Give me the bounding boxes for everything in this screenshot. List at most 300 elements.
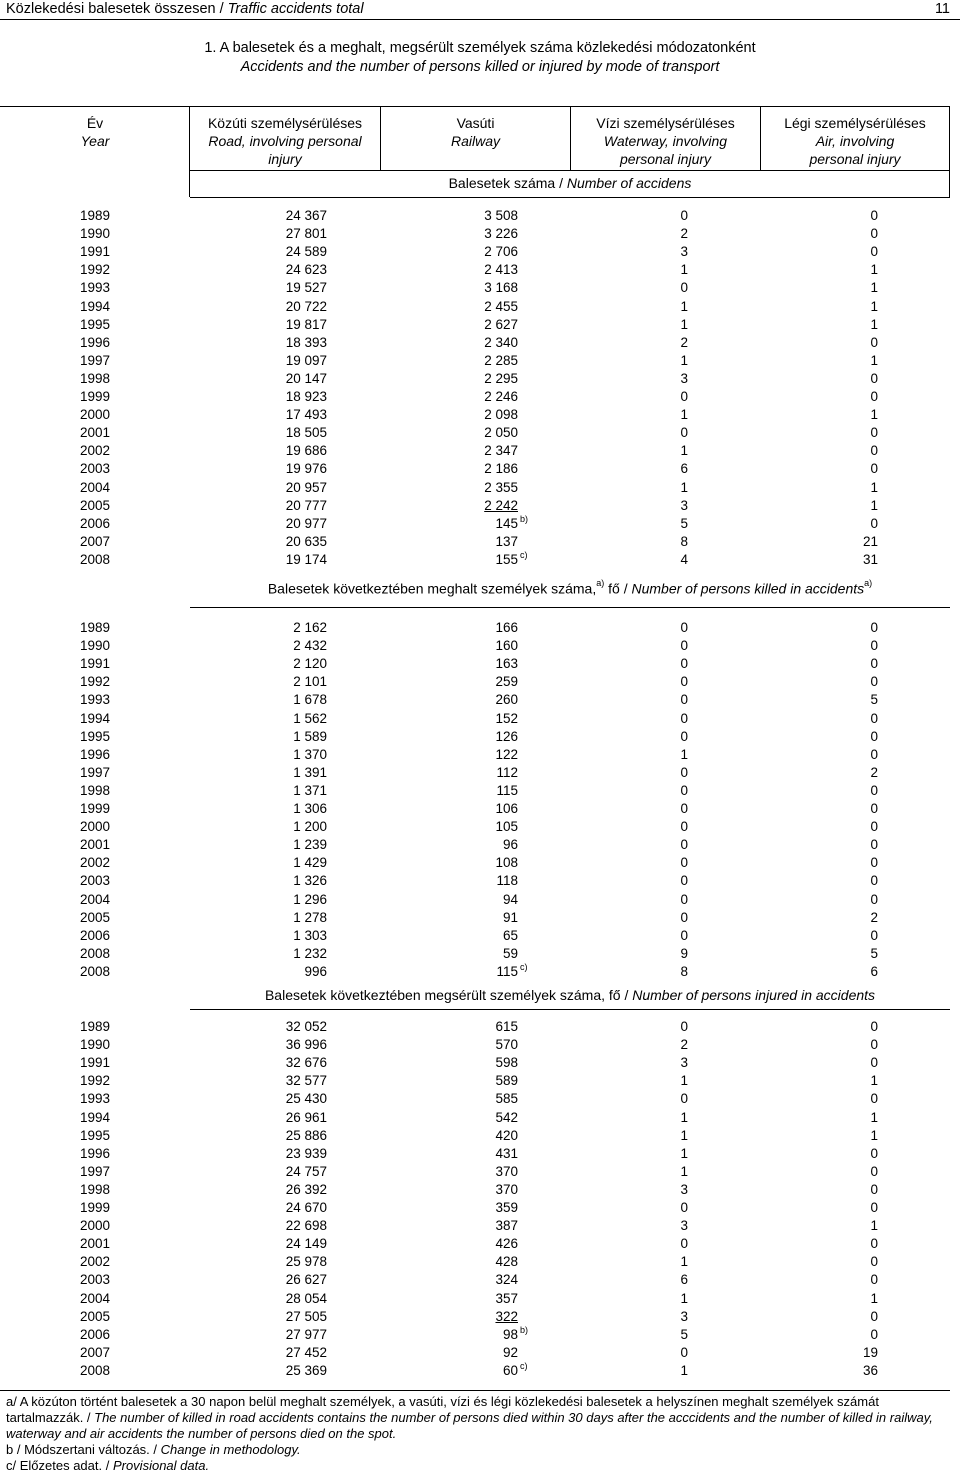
cell-rail	[484, 370, 518, 388]
cell-value: 152	[495, 710, 518, 726]
cell-value: 2 295	[484, 370, 518, 386]
cell-value: 0	[870, 891, 878, 907]
cell-road	[293, 945, 327, 963]
cell-value: 26 961	[285, 1109, 327, 1125]
cell-road	[286, 551, 327, 569]
cell-water	[680, 1018, 688, 1036]
cell-year	[80, 388, 110, 406]
cell-year	[80, 1181, 110, 1199]
cell-year	[80, 764, 110, 782]
cell-rail	[495, 818, 518, 836]
cell-rail	[495, 800, 518, 818]
footnote-c-hu: c/ Előzetes adat. /	[6, 1458, 113, 1473]
cell-value: 2 242	[484, 497, 518, 513]
cell-value: 2002	[80, 1254, 111, 1270]
cell-value: 2005	[80, 909, 111, 925]
cell-rail	[495, 549, 528, 569]
col-water-hu: Vízi személysérüléses	[596, 115, 735, 131]
cell-year	[80, 1344, 110, 1362]
table-row	[0, 1253, 960, 1271]
table-row	[0, 1127, 960, 1145]
cell-year	[80, 945, 110, 963]
cell-water	[680, 1072, 688, 1090]
cell-value: 25 978	[285, 1254, 327, 1270]
cell-year	[80, 460, 110, 478]
cell-water	[680, 1127, 688, 1145]
cell-value: 0	[870, 620, 878, 635]
cell-rail	[495, 1145, 518, 1163]
cell-year	[80, 424, 110, 442]
cell-rail	[484, 316, 518, 334]
cell-year	[80, 1163, 110, 1181]
cell-value: 1998	[80, 370, 111, 386]
cell-value: 5	[870, 945, 878, 961]
cell-road	[293, 836, 327, 854]
cell-water	[680, 1181, 688, 1199]
cell-value: 166	[495, 620, 518, 635]
cell-value: 1	[870, 1073, 878, 1089]
section0-title-hu: Balesetek száma /	[448, 175, 567, 191]
cell-year	[80, 1018, 110, 1036]
cell-year	[80, 1054, 110, 1072]
cell-water	[680, 1109, 688, 1127]
cell-value: 4	[680, 551, 688, 567]
cell-value: 1	[870, 1109, 878, 1125]
cell-value: 542	[495, 1109, 518, 1125]
table-row	[0, 945, 960, 963]
section-title-accidents	[190, 175, 950, 191]
cell-value: 1 429	[293, 855, 327, 871]
cell-value: 359	[495, 1200, 518, 1215]
table-row	[0, 1018, 960, 1036]
cell-value: 27 801	[285, 226, 327, 242]
cell-air	[870, 1199, 878, 1217]
cell-year	[80, 854, 110, 872]
cell-year	[80, 1145, 110, 1163]
cell-value: 0	[680, 1236, 688, 1252]
cell-rail	[503, 1344, 518, 1362]
cell-value: 1	[680, 1145, 688, 1161]
table-row	[0, 207, 960, 225]
cell-rail	[484, 334, 518, 352]
col-year-en: Year	[80, 133, 110, 149]
cell-value: 0	[680, 801, 688, 816]
cell-value: 370	[495, 1181, 518, 1197]
cell-value: 24 757	[285, 1163, 327, 1179]
cell-air	[870, 424, 878, 442]
col-air-en2: personal injury	[809, 151, 901, 167]
cell-value: 5	[680, 1326, 688, 1342]
cell-air	[863, 533, 878, 551]
cell-rail	[484, 479, 518, 497]
cell-value: 1	[680, 746, 688, 762]
page-header	[0, 0, 960, 20]
cell-value: 8	[680, 533, 688, 549]
cell-road	[293, 710, 327, 728]
cell-value: 0	[680, 873, 688, 889]
header-title	[6, 1, 364, 17]
cell-value: 24 367	[285, 208, 327, 223]
cell-value: 28 054	[285, 1290, 327, 1306]
cell-air	[870, 334, 878, 352]
col-header-water	[571, 114, 760, 168]
cell-value: 3	[680, 1181, 688, 1197]
cell-rail	[495, 1109, 518, 1127]
cell-rail	[484, 279, 518, 297]
cell-value: 1 306	[293, 801, 327, 816]
cell-road	[286, 1018, 327, 1036]
cell-year	[80, 637, 110, 655]
footnote-marker: b)	[520, 1324, 529, 1335]
cell-water	[680, 1199, 688, 1217]
cell-water	[680, 424, 688, 442]
cell-rail	[503, 909, 518, 927]
cell-value: 1989	[80, 1019, 111, 1034]
cell-value: 0	[870, 208, 878, 223]
cell-rail	[495, 691, 518, 709]
cell-value: 3 168	[484, 280, 518, 296]
cell-road	[286, 207, 327, 225]
cell-road	[286, 388, 327, 406]
cell-rail	[502, 1324, 529, 1344]
cell-value: 1 239	[293, 837, 327, 853]
cell-rail	[495, 1217, 518, 1235]
cell-value: 1995	[80, 728, 111, 744]
cell-value: 20 635	[285, 533, 327, 549]
cell-value: 0	[680, 891, 688, 907]
table-row	[0, 1271, 960, 1289]
cell-rail	[484, 460, 518, 478]
cell-water	[680, 710, 688, 728]
header-mid-rule	[190, 170, 950, 171]
header-title-en: Traffic accidents total	[227, 1, 364, 17]
col-header-rail	[381, 114, 570, 150]
cell-value: 32 577	[285, 1073, 327, 1089]
cell-water	[680, 764, 688, 782]
cell-water	[680, 800, 688, 818]
col-air-hu: Légi személysérüléses	[784, 115, 926, 131]
footnote-b	[6, 1442, 956, 1458]
table-row	[0, 909, 960, 927]
cell-water	[680, 442, 688, 460]
table-row	[0, 1344, 960, 1362]
cell-year	[80, 872, 110, 890]
footnote-b-en: Change in methodology.	[160, 1442, 301, 1457]
cell-value: 1999	[80, 801, 111, 816]
cell-rail	[495, 1181, 518, 1199]
footnote-rule	[0, 1390, 950, 1391]
cell-value: 1999	[80, 1200, 111, 1215]
cell-value: 0	[680, 837, 688, 853]
cell-road	[293, 655, 327, 673]
cell-air	[870, 963, 878, 981]
cell-value: 9	[680, 945, 688, 961]
cell-air	[870, 655, 878, 673]
cell-rail	[495, 637, 518, 655]
cell-value: 1991	[80, 244, 111, 260]
cell-value: 1	[680, 316, 688, 332]
cell-value: 22 698	[285, 1218, 327, 1234]
cell-rail	[502, 1360, 528, 1380]
cell-value: 0	[680, 208, 688, 223]
cell-value: 0	[870, 1037, 878, 1053]
cell-value: 0	[870, 1055, 878, 1071]
cell-value: 1999	[80, 389, 111, 404]
cell-value: 2000	[80, 407, 111, 423]
cell-air	[870, 352, 878, 370]
cell-value: 1997	[80, 764, 111, 780]
cell-water	[680, 298, 688, 316]
cell-value: 1 296	[293, 891, 327, 907]
cell-value: 1 589	[293, 728, 327, 744]
table-row	[0, 1072, 960, 1090]
cell-road	[293, 782, 327, 800]
cell-value: 6	[680, 461, 688, 477]
cell-air	[870, 818, 878, 836]
cell-value: 2 186	[484, 461, 518, 477]
cell-road	[293, 764, 327, 782]
cell-value: 25 886	[285, 1127, 327, 1143]
cell-road	[304, 963, 327, 981]
cell-water	[680, 551, 688, 569]
cell-value: 20 147	[285, 370, 327, 386]
cell-air	[870, 1217, 878, 1235]
cell-value: 1	[680, 407, 688, 423]
cell-year	[80, 334, 110, 352]
cell-value: 1	[680, 262, 688, 278]
cell-road	[286, 1145, 327, 1163]
cell-year	[80, 497, 110, 515]
cell-year	[80, 909, 110, 927]
cell-road	[293, 637, 327, 655]
cell-value: 615	[495, 1019, 518, 1034]
cell-value: 25 430	[285, 1091, 327, 1107]
table-row	[0, 927, 960, 945]
col-year-hu: Év	[86, 115, 104, 131]
cell-value: 0	[680, 389, 688, 404]
cell-water	[680, 836, 688, 854]
cell-road	[286, 442, 327, 460]
cell-air	[870, 710, 878, 728]
cell-value: 60	[502, 1362, 518, 1378]
cell-value: 1	[680, 479, 688, 495]
cell-air	[870, 497, 878, 515]
cell-air	[870, 1145, 878, 1163]
cell-value: 0	[870, 801, 878, 816]
table-row	[0, 691, 960, 709]
cell-air	[870, 1090, 878, 1108]
cell-value: 370	[495, 1163, 518, 1179]
cell-value: 0	[680, 710, 688, 726]
cell-value: 27 505	[285, 1308, 327, 1324]
cell-air	[870, 854, 878, 872]
cell-road	[293, 891, 327, 909]
cell-value: 115	[496, 782, 518, 798]
cell-year	[80, 298, 110, 316]
cell-value: 1	[680, 1109, 688, 1125]
cell-value: 1	[870, 497, 878, 513]
cell-road	[286, 533, 327, 551]
cell-year	[80, 243, 110, 261]
table-row	[0, 1145, 960, 1163]
cell-value: 1992	[80, 262, 111, 278]
cell-value: 19 976	[285, 461, 327, 477]
cell-value: 1996	[80, 334, 111, 350]
cell-water	[680, 818, 688, 836]
cell-road	[293, 800, 327, 818]
cell-rail	[495, 1018, 518, 1036]
cell-value: 19 686	[285, 443, 327, 459]
col-road-en1: Road, involving personal	[208, 133, 362, 149]
table-row	[0, 673, 960, 691]
cell-value: 19 097	[285, 352, 327, 368]
cell-water	[680, 225, 688, 243]
cell-value: 2008	[80, 963, 111, 979]
section1-sup1: a)	[596, 578, 605, 588]
cell-value: 2001	[80, 1236, 111, 1252]
table-row	[0, 746, 960, 764]
table-row	[0, 1054, 960, 1072]
cell-road	[286, 1308, 327, 1326]
cell-year	[80, 1109, 110, 1127]
table-row	[0, 1090, 960, 1108]
cell-water	[680, 316, 688, 334]
cell-value: 19 817	[285, 316, 327, 332]
table-row	[0, 800, 960, 818]
cell-value: 0	[870, 710, 878, 726]
cell-air	[870, 1181, 878, 1199]
cell-rail	[495, 854, 518, 872]
cell-road	[286, 1199, 327, 1217]
cell-value: 0	[870, 1254, 878, 1270]
cell-year	[80, 800, 110, 818]
cell-year	[80, 655, 110, 673]
cell-year	[80, 515, 110, 533]
cell-year	[80, 927, 110, 945]
cell-rail	[484, 352, 518, 370]
cell-year	[80, 1290, 110, 1308]
table-row	[0, 1308, 960, 1326]
cell-value: 1 370	[293, 746, 327, 762]
cell-value: 1992	[80, 674, 111, 690]
cell-water	[680, 728, 688, 746]
cell-rail	[495, 1054, 518, 1072]
cell-rail	[495, 513, 529, 533]
cell-value: 428	[495, 1254, 518, 1270]
cell-value: 19 174	[285, 551, 327, 567]
cell-value: 27 977	[285, 1326, 327, 1342]
table-row	[0, 298, 960, 316]
cell-rail	[495, 728, 518, 746]
cell-rail	[495, 1253, 518, 1271]
cell-value: 0	[870, 461, 878, 477]
cell-value: 36	[862, 1362, 878, 1378]
cell-air	[870, 243, 878, 261]
cell-value: 115	[496, 963, 518, 979]
cell-air	[870, 388, 878, 406]
cell-value: 122	[495, 746, 518, 762]
cell-air	[870, 370, 878, 388]
cell-air	[870, 1018, 878, 1036]
cell-value: 2006	[80, 1326, 111, 1342]
table-row	[0, 497, 960, 515]
table-row	[0, 352, 960, 370]
cell-value: 2 246	[484, 389, 518, 404]
cell-value: 0	[870, 1326, 878, 1342]
cell-value: 1	[680, 298, 688, 314]
cell-road	[293, 728, 327, 746]
cell-year	[80, 963, 110, 981]
cell-value: 0	[870, 728, 878, 744]
table-row	[0, 515, 960, 533]
cell-value: 19	[862, 1344, 878, 1360]
cell-value: 3 226	[484, 226, 518, 242]
cell-value: 3	[680, 1055, 688, 1071]
cell-value: 8	[680, 963, 688, 979]
cell-value: 0	[870, 1200, 878, 1215]
table-row	[0, 1036, 960, 1054]
table-row	[0, 1109, 960, 1127]
cell-value: 0	[680, 620, 688, 635]
cell-value: 1 278	[293, 909, 327, 925]
cell-value: 1992	[80, 1073, 111, 1089]
cell-value: 26 627	[285, 1272, 327, 1288]
cell-road	[286, 1181, 327, 1199]
cell-value: 0	[680, 1019, 688, 1034]
cell-value: 1998	[80, 782, 111, 798]
cell-rail	[495, 533, 518, 551]
footnote-marker: c)	[520, 549, 528, 560]
cell-road	[286, 1036, 327, 1054]
cell-rail	[484, 298, 518, 316]
cell-value: 59	[502, 945, 518, 961]
section1-sup2: a)	[864, 578, 873, 588]
cell-air	[870, 927, 878, 945]
table-row	[0, 782, 960, 800]
table-row	[0, 1163, 960, 1181]
cell-value: 1	[680, 1163, 688, 1179]
cell-value: 996	[304, 963, 327, 979]
cell-air	[870, 1127, 878, 1145]
cell-value: 0	[680, 692, 688, 708]
cell-value: 1 303	[293, 927, 327, 943]
cell-value: 2 098	[484, 407, 518, 423]
cell-value: 0	[680, 1091, 688, 1107]
cell-value: 2008	[80, 551, 111, 567]
table-title-hu: 1. A balesetek és a meghalt, megsérült személyek száma közlekedési módozatonként	[204, 40, 756, 56]
cell-water	[680, 1090, 688, 1108]
cell-value: 18 923	[285, 389, 327, 404]
cell-value: 0	[870, 782, 878, 798]
cell-year	[80, 1090, 110, 1108]
cell-water	[680, 1235, 688, 1253]
cell-value: 1998	[80, 1181, 111, 1197]
cell-road	[286, 1271, 327, 1289]
cell-air	[870, 872, 878, 890]
cell-value: 1995	[80, 316, 111, 332]
cell-water	[680, 497, 688, 515]
cell-year	[80, 728, 110, 746]
cell-value: 357	[495, 1290, 518, 1306]
cell-value: 2	[680, 334, 688, 350]
cell-water	[680, 1290, 688, 1308]
cell-value: 0	[680, 819, 688, 835]
cell-value: 0	[870, 656, 878, 672]
cell-value: 3	[680, 370, 688, 386]
cell-year	[80, 691, 110, 709]
cell-water	[680, 909, 688, 927]
section1-title-en: Number of persons killed in accidents	[631, 580, 865, 597]
